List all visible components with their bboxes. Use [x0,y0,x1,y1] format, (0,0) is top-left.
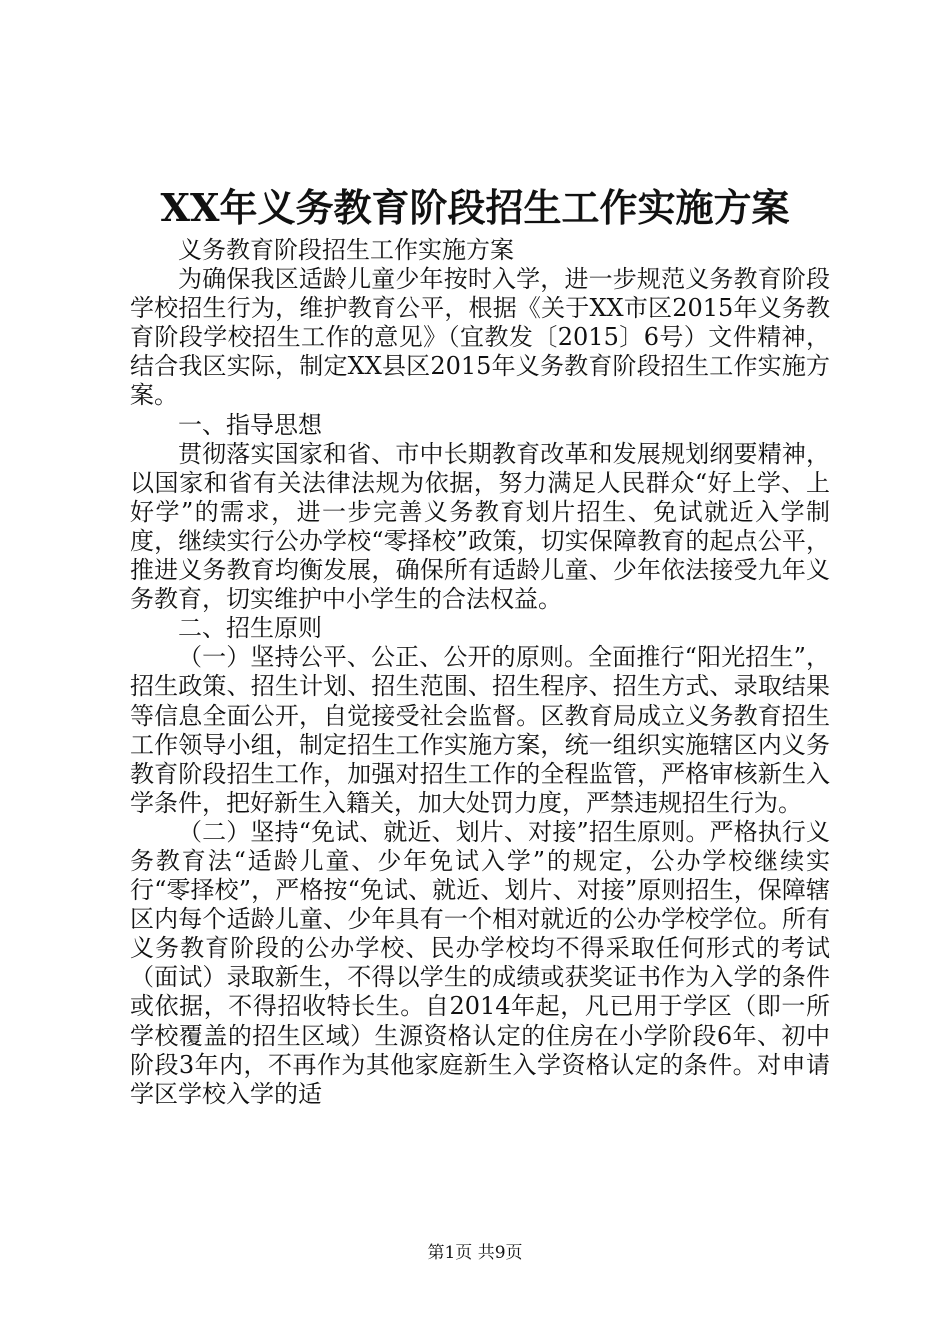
page-footer: 第1页 共9页 [427,1243,523,1263]
document-title: XX年义务教育阶段招生工作实施方案 [160,185,790,230]
subtitle-paragraph: 义务教育阶段招生工作实施方案 [178,236,514,264]
section-heading-guiding-ideology: 一、指导思想 [178,410,322,439]
principle-two-paragraph: （二）坚持“免试、就近、划片、对接”招生原则。严格执行义务教育法“适龄儿童、少年免试入学”的规定，公办学校继续实行“零择校”，严格按“免试、就近、划片、对接”原则招生，保障辖区内每个适龄儿童、少年具有一个相对就近的公办学校学位。所有义务教育阶段的公办学校、民办学校均不得采取任何形式的考试（面试）录取新生，不得以学生的成绩或获奖证书作为入学的条件或依据，不得招收特长生。自2014年起，凡已用于学区（即一所学校覆盖的招生区域）生源资格认定的住房在小学阶段6年、初中阶段3年内，不再作为其他家庭新生入学资格认定的条件。对申请学区学校入学的适 [130,817,830,1108]
principle-one-paragraph: （一）坚持公平、公正、公开的原则。全面推行“阳光招生”，招生政策、招生计划、招生范围、招生程序、招生方式、录取结果等信息全面公开，自觉接受社会监督。区教育局成立义务教育招生工作领导小组，制定招生工作实施方案，统一组织实施辖区内义务教育阶段招生工作，加强对招生工作的全程监管，严格审核新生入学条件，把好新生入籍关，加大处罚力度，严禁违规招生行为。 [130,643,830,817]
document-body [130,236,830,1109]
guiding-ideology-paragraph: 贯彻落实国家和省、市中长期教育改革和发展规划纲要精神，以国家和省有关法律法规为依据，努力满足人民群众“好上学、上好学”的需求，进一步完善义务教育划片招生、免试就近入学制度，继续实行公办学校“零择校”政策，切实保障教育的起点公平，推进义务教育均衡发展，确保所有适龄儿童、少年依法接受九年义务教育，切实维护中小学生的合法权益。 [130,439,830,614]
section-heading-enrollment-principles: 二、招生原则 [178,614,322,643]
intro-paragraph: 为确保我区适龄儿童少年按时入学，进一步规范义务教育阶段学校招生行为，维护教育公平，根据《关于XX市区2015年义务教育阶段学校招生工作的意见》（宜教发〔2015〕6号）文件精神，结合我区实际，制定XX县区2015年义务教育阶段招生工作实施方案。 [130,265,830,410]
